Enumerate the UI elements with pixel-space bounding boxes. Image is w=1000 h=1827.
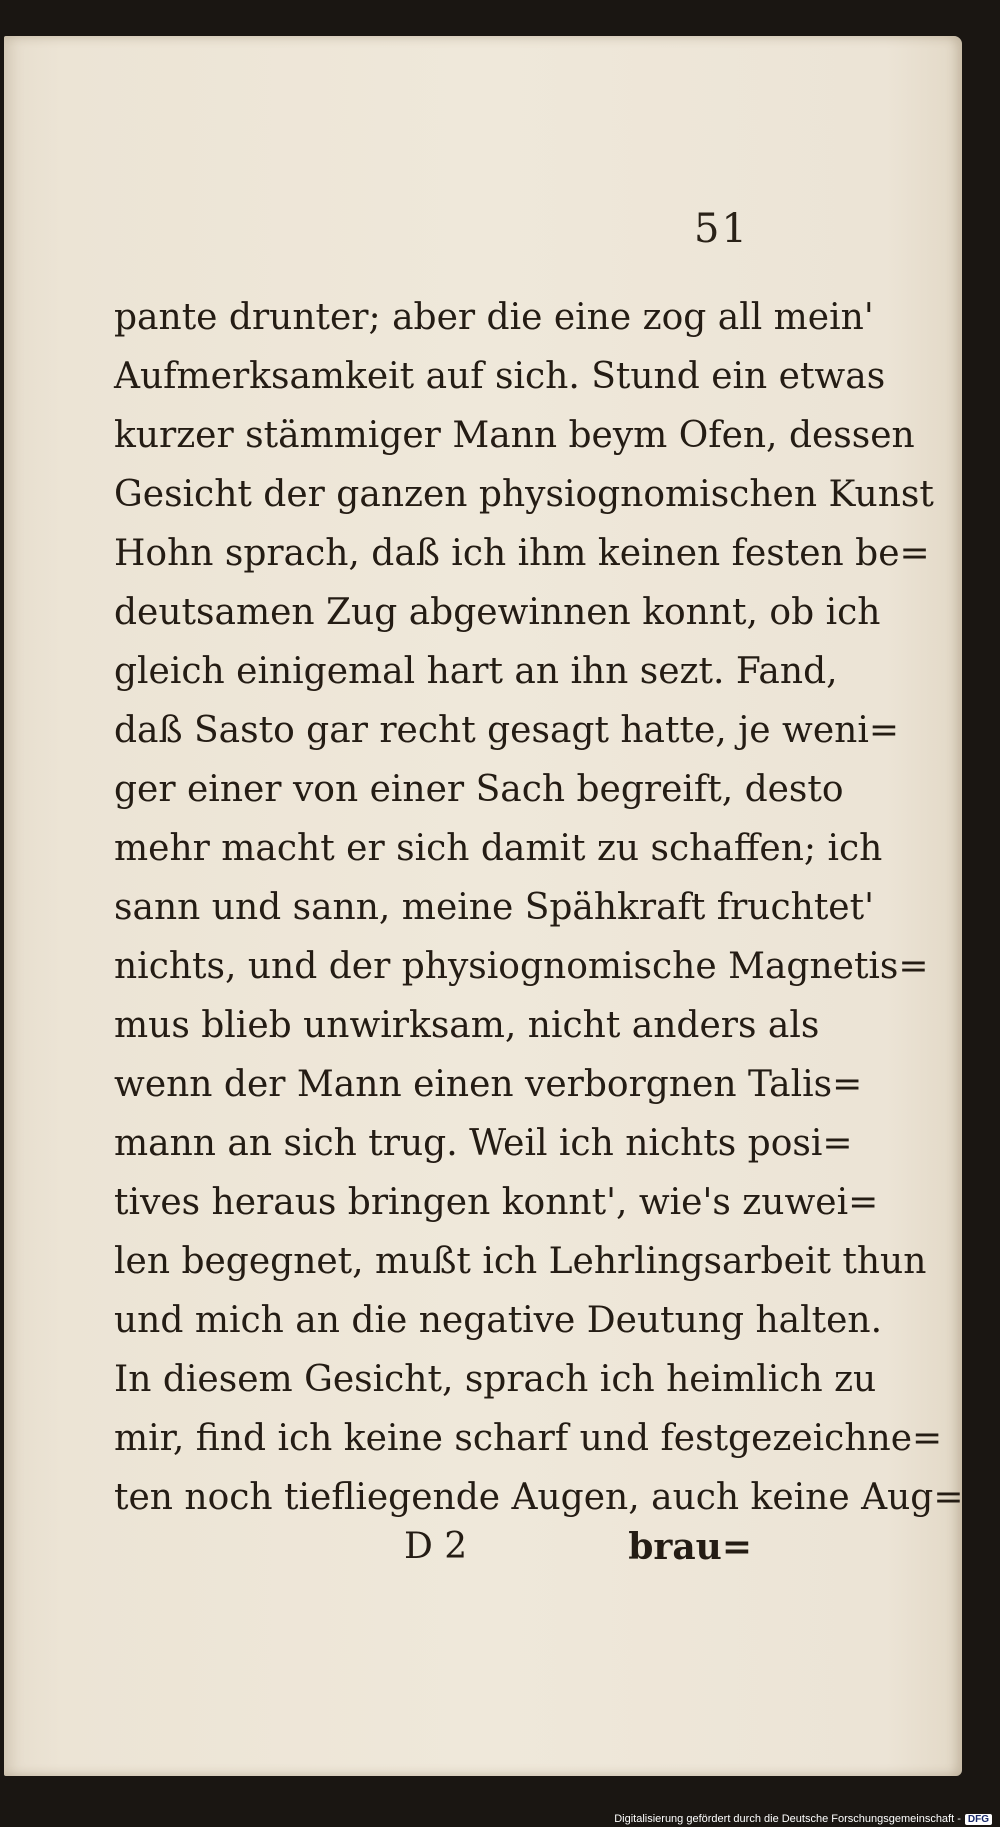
signature-mark: D 2 (404, 1526, 468, 1567)
text-line: In diesem Gesicht, sprach ich heimlich zu (114, 1359, 877, 1400)
text-line: wenn der Mann einen verborgnen Talis= (114, 1064, 863, 1105)
text-line: kurzer stämmiger Mann beym Ofen, dessen (114, 415, 915, 456)
catchword: brau= (628, 1526, 752, 1568)
text-line: ger einer von einer Sach begreift, desto (114, 769, 844, 810)
text-block (114, 288, 964, 1527)
text-line: mus blieb unwirksam, nicht anders als (114, 1005, 820, 1046)
text-line: mann an sich trug. Weil ich nichts posi= (114, 1123, 853, 1164)
text-line: mir, find ich keine scharf und festgezeichne= (114, 1418, 943, 1459)
text-line: gleich einigemal hart an ihn sezt. Fand, (114, 651, 838, 692)
text-line: Hohn sprach, daß ich ihm keinen festen be= (114, 533, 930, 574)
text-line: len begegnet, mußt ich Lehrlingsarbeit thun (114, 1241, 927, 1282)
text-line: daß Sasto gar recht gesagt hatte, je weni= (114, 710, 900, 751)
credit-text: Digitalisierung gefördert durch die Deutsche Forschungsgemeinschaft - (614, 1813, 961, 1825)
text-line: Aufmerksamkeit auf sich. Stund ein etwas (114, 356, 886, 397)
text-line: und mich an die negative Deutung halten. (114, 1300, 883, 1341)
book-page (4, 36, 962, 1776)
text-line: mehr macht er sich damit zu schaffen; ich (114, 828, 883, 869)
text-line: tives heraus bringen konnt', wie's zuwei= (114, 1182, 879, 1223)
digitization-credit (614, 1813, 992, 1825)
text-line: Gesicht der ganzen physiognomischen Kunst (114, 474, 934, 515)
text-line: ten noch tiefliegende Augen, auch keine Aug= (114, 1477, 964, 1518)
text-line: pante drunter; aber die eine zog all mein' (114, 297, 874, 338)
dfg-logo-icon: DFG (965, 1814, 992, 1825)
text-line: nichts, und der physiognomische Magnetis= (114, 946, 929, 987)
text-line: sann und sann, meine Spähkraft fruchtet' (114, 887, 874, 928)
page-footer (404, 1526, 752, 1586)
text-line: deutsamen Zug abgewinnen konnt, ob ich (114, 592, 881, 633)
page-number: 51 (694, 206, 749, 252)
